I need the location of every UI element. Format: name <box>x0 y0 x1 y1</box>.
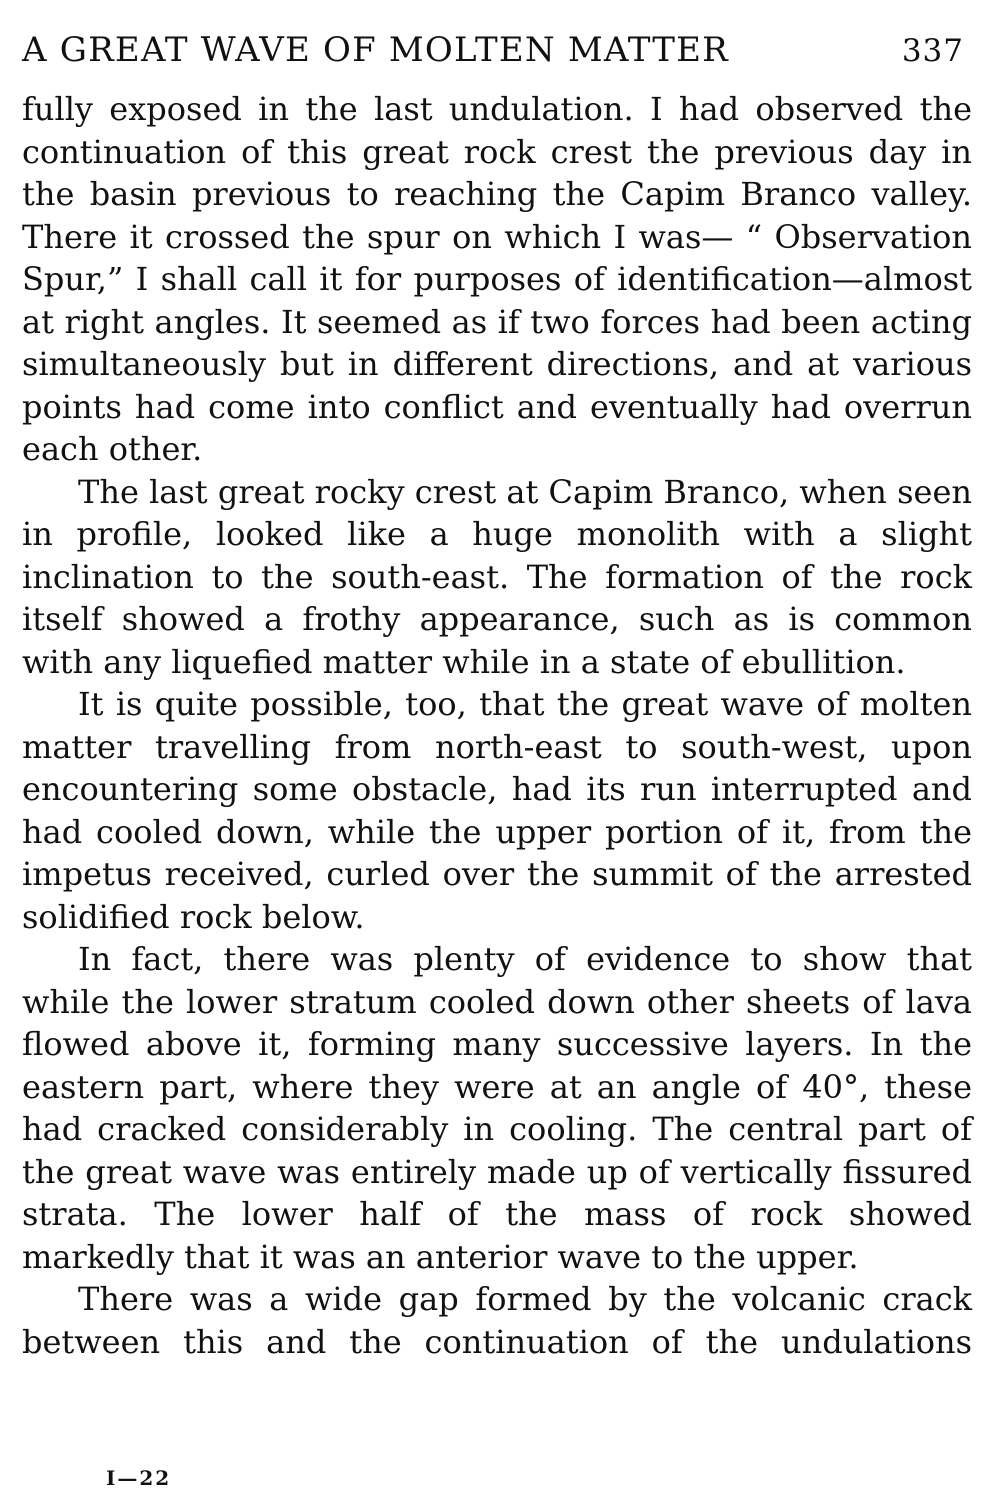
page-number: 337 <box>901 33 964 69</box>
chapter-title: A GREAT WAVE OF MOLTEN MATTER <box>22 30 729 70</box>
printer-signature-mark: I—22 <box>106 1466 172 1490</box>
paragraph: It is quite possible, too, that the great wave of molten matter travelling from north-east to south-west, upon encountering some obstacle, had its run interrupted and had cooled down, while the upper portion of it, from the impetus received, curled over the summit of the arrested solidified rock below. <box>22 685 972 936</box>
paragraph: fully exposed in the last undulation. I had observed the continuation of this great rock crest the previous day in the basin previous to reaching the Capim Branco valley. There it crossed the spur on which I was— “ Observation Spur,” I shall call it for purposes of identification—almost at right angles. It seemed as if two forces had been acting simultaneously but in different directions, and at various points had come into conflict and eventually had overrun each other. <box>22 90 972 468</box>
running-head <box>22 26 972 74</box>
body-text <box>22 88 972 1363</box>
paragraph: There was a wide gap formed by the volcanic crack between this and the continuation of the undulations <box>22 1280 972 1361</box>
book-page <box>22 26 972 1363</box>
paragraph: The last great rocky crest at Capim Branco, when seen in profile, looked like a huge monolith with a slight inclination to the south-east. The formation of the rock itself showed a frothy appearance, such as is common with any liquefied matter while in a state of ebullition. <box>22 472 972 681</box>
paragraph: In fact, there was plenty of evidence to show that while the lower stratum cooled down other sheets of lava flowed above it, forming many successive layers. In the eastern part, where they were at an angle of 40°, these had cracked considerably in cooling. The central part of the great wave was entirely made up of vertically fissured strata. The lower half of the mass of rock showed markedly that it was an anterior wave to the upper. <box>22 940 972 1276</box>
